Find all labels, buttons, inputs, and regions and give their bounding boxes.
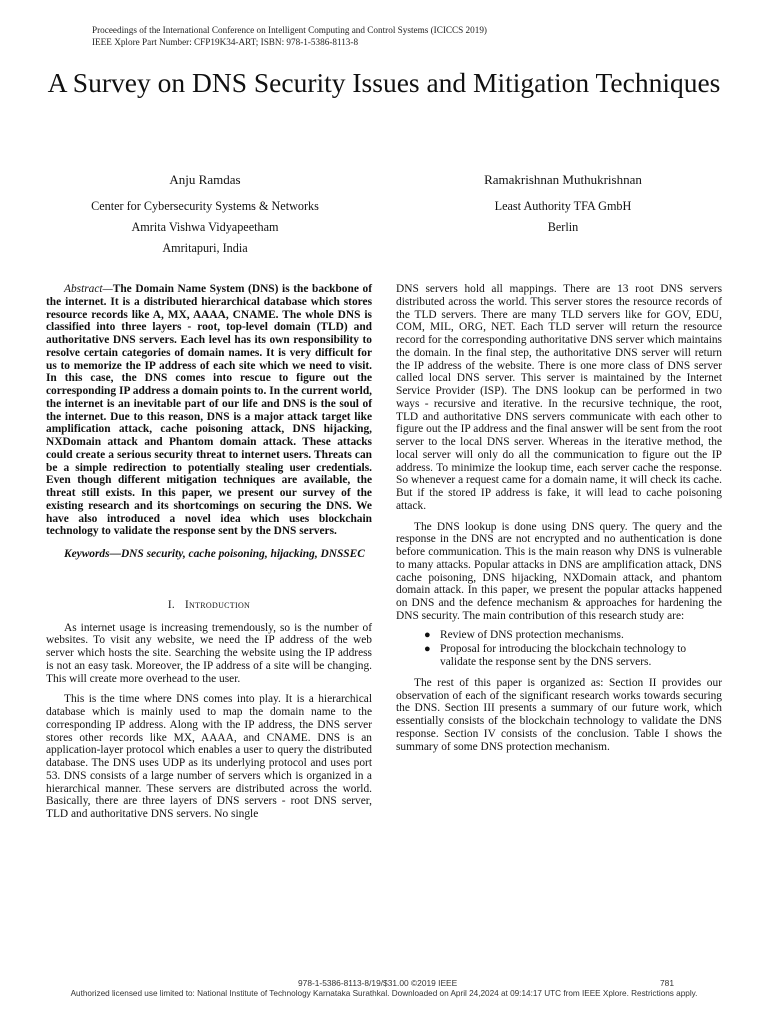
author-affiliation: Least Authority TFA GmbH (494, 199, 632, 213)
bullet-icon: ● (424, 643, 431, 656)
author-block-2 (418, 172, 708, 238)
abstract-lead: Abstract— (64, 283, 113, 295)
bullet-icon: ● (424, 628, 431, 641)
author-location: Amritapuri, India (162, 241, 248, 255)
author-block-1 (60, 172, 350, 259)
conference-header-line2: IEEE Xplore Part Number: CFP19K34-ART; ISBN: 978-1-5386-8113-8 (92, 37, 359, 47)
body-paragraph: The DNS lookup is done using DNS query. The query and the response in the DNS are not encrypted and no authentication is done before communication. This is the main reason why DNS is vulnerable to many attacks. Popular attacks in DNS are amplification attack, DNS cache poisoning, DNS hijacking, NXDomain attack, and phantom domain attack. In this paper, we present the popular attacks happened on DNS and the defence mechanism & approaches for hardening the DNS security. The main contribution of this research study are: (396, 520, 722, 622)
author-location: Berlin (547, 220, 579, 234)
section-heading (46, 599, 372, 612)
footer-copyright: 978-1-5386-8113-8/19/$31.00 ©2019 IEEE (298, 978, 458, 988)
body-paragraph: As internet usage is increasing tremendously, so is the number of websites. To visit any website, we need the IP address of the web server which hosts the site. Searching the website using the IP address is not an easy task. Moreover, the IP address of a site will be changing. This will create more overhead to the user. (46, 621, 372, 685)
body-paragraph: This is the time where DNS comes into play. It is a hierarchical database which is mainly used to map the domain name to the corresponding IP address. Along with the IP address, the DNS server stores other records like MX, AAAA, and CNAME. DNS is an application-layer protocol which enables a user to query the distributed database. The DNS uses UDP as its underlying protocol and uses port 53. DNS consists of a large number of servers which is organized in a hierarchical manner. These servers are distributed across the world. Basically, there are three layers of DNS servers - root DNS server, TLD and authoritative DNS servers. No single (46, 693, 372, 820)
paper-title: A Survey on DNS Security Issues and Mitigation Techniques (47, 67, 721, 98)
list-item (424, 643, 722, 669)
license-notice: Authorized licensed use limited to: National Institute of Technology Karnataka Surathkal. Downloaded on April 24,2024 at 09:14:17 UTC from IEEE Xplore. Restrictions apply. (70, 989, 698, 998)
conference-header-line1: Proceedings of the International Conference on Intelligent Computing and Control Systems (ICICCS 2019) (92, 25, 487, 35)
body-paragraph: DNS servers hold all mappings. There are 13 root DNS servers distributed across the world. This server stores the resource records of the TLD servers. There are many TLD servers like for GOV, EDU, COM, MIL, ORG, NET. Each TLD server will return the resource record for the corresponding authoritative DNS server which maintains the domain. In the final step, the authoritative DNS server will return the IP address of the website. There is one more class of DNS server called local DNS server. This server is maintained by the Internet Service Provider (ISP). The DNS lookup can be performed in two ways - recursive and iterative. In the recursive technique, the root, TLD and authoritative DNS servers communicate with each other to figure out the IP address and the final answer will be sent from the root server to the local DNS server. Whereas in the iterative method, the local server will only do all the communication to figure out the IP address. To minimize the lookup time, each server cache the response. So whenever a request came for a domain name, it will check its cache. But if the stored IP address is fake, it will lead to cache poisoning attack. (396, 283, 722, 512)
section-number: I. (167, 598, 175, 611)
section-title: Introduction (185, 598, 251, 611)
author-name: Anju Ramdas (169, 172, 241, 187)
contribution-list (396, 629, 722, 669)
list-item (424, 629, 722, 642)
conference-header (92, 24, 692, 48)
list-item-text: Review of DNS protection mechanisms. (440, 628, 624, 641)
right-column (396, 283, 722, 753)
abstract (46, 283, 372, 538)
left-column (46, 283, 372, 821)
list-item-text: Proposal for introducing the blockchain technology to validate the response sent by the DNS servers. (440, 643, 687, 668)
author-affiliation: Amrita Vishwa Vidyapeetham (131, 220, 279, 234)
body-paragraph: The rest of this paper is organized as: Section II provides our observation of each of the significant research works towards securing the DNS. Section III presents a summary of our future work, which essentially consists of the blockchain technology to validate the DNS response. Section IV consists of the conclusion. Table I shows the summary of some DNS protection mechanism. (396, 676, 722, 753)
author-name: Ramakrishnan Muthukrishnan (484, 172, 642, 187)
page-number: 781 (660, 978, 674, 988)
abstract-text: The Domain Name System (DNS) is the backbone of the internet. It is a distributed hierarchical database which stores resource records like A, MX, AAAA, CNAME. The whole DNS is classified into three layers - root, top-level domain (TLD) and authoritative DNS servers. Each level has its own responsibility to resolve certain categories of domain names. It is very difficult for us to memorize the IP address of each site which we need to visit. In this case, the DNS comes into rescue to figure out the corresponding IP address a domain points to. In the current world, the internet is an inevitable part of our life and DNS is the soul of the internet. Due to this reason, DNS is a major attack target like amplification attack, cache poisoning attack, DNS hijacking, NXDomain attack and Phantom domain attack. These attacks could create a serious security threat to internet users. Threats can be a simple redirection to potentially stealing user credentials. Even though different mitigation techniques are available, the threat still exists. In this paper, we present our survey of the existing research and its shortcomings on securing the DNS. We have also introduced a novel idea which uses blockchain technology to validate the response sent by the DNS servers. (46, 283, 372, 538)
keywords: Keywords—DNS security, cache poisoning, hijacking, DNSSEC (64, 548, 365, 560)
author-affiliation: Center for Cybersecurity Systems & Networks (91, 199, 319, 213)
